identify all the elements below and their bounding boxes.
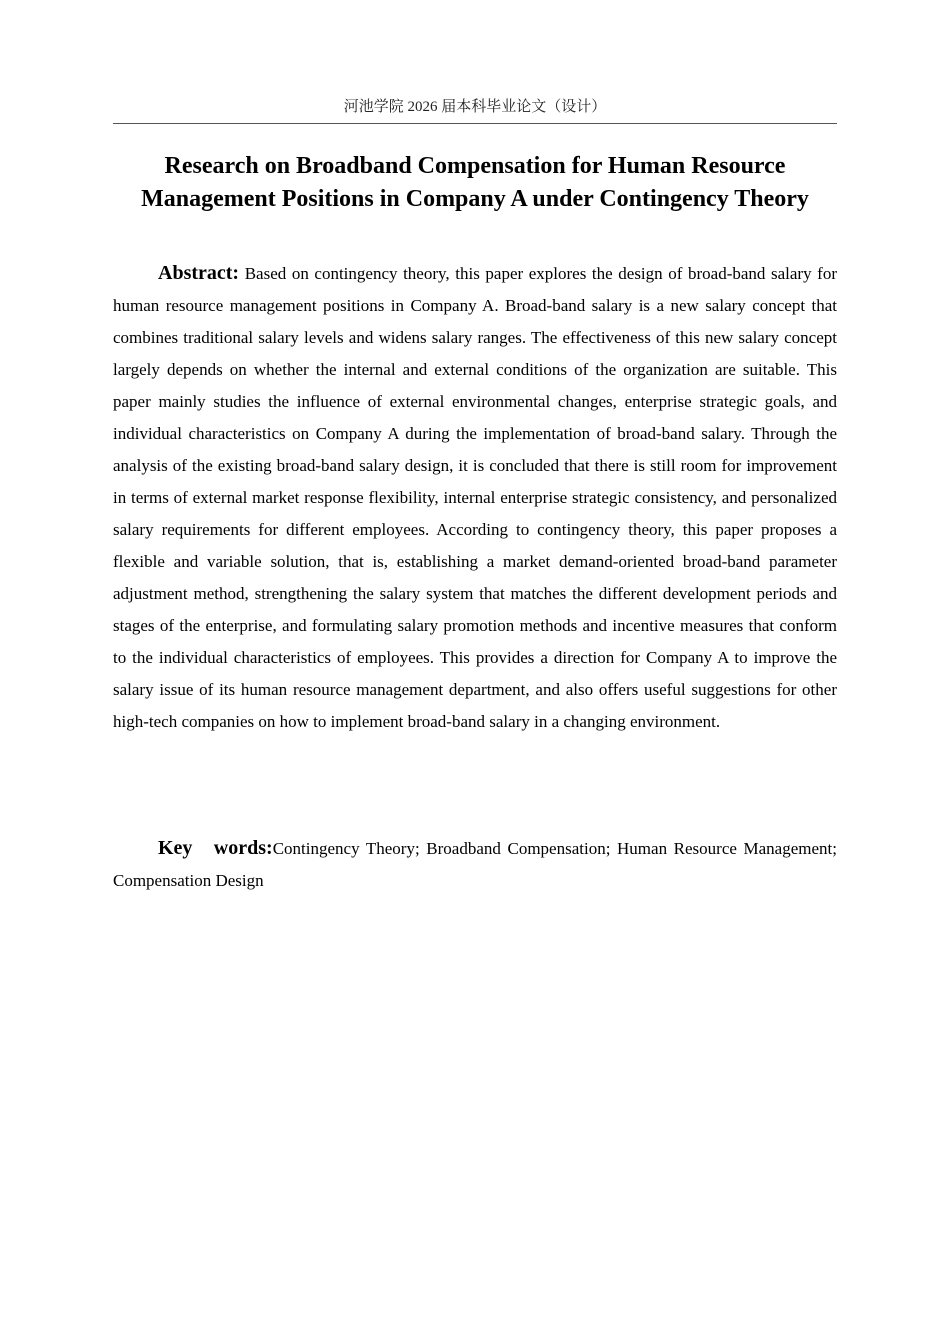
- keywords-text: Contingency Theory; Broadband Compensation; Human Resource Management; Compensation Design: [113, 839, 837, 890]
- abstract-paragraph: [113, 257, 837, 738]
- keywords-label: Key words:: [158, 837, 273, 859]
- running-header: 河池学院 2026 届本科毕业论文（设计）: [343, 99, 607, 115]
- keywords-paragraph: [113, 832, 837, 897]
- header-divider: [113, 123, 837, 124]
- paper-title-line-2: Management Positions in Company A under Contingency Theory: [141, 186, 809, 212]
- paper-title-line-1: Research on Broadband Compensation for Human Resource: [164, 153, 786, 179]
- abstract-text: Based on contingency theory, this paper explores the design of broad-band salary for human resource management positions in Company A. Broad-band salary is a new salary concept that combines traditional salary levels and widens salary ranges. The effectiveness of this new salary concept largely depends on whether the internal and external conditions of the organization are suitable. This paper mainly studies the influence of external environmental changes, enterprise strategic goals, and individual characteristics on Company A during the implementation of broad-band salary. Through the analysis of the existing broad-band salary design, it is concluded that there is still room for improvement in terms of external market response flexibility, internal enterprise strategic consistency, and personalized salary requirements for different employees. According to contingency theory, this paper proposes a flexible and variable solution, that is, establishing a market demand-oriented broad-band parameter adjustment method, strengthening the salary system that matches the different development periods and stages of the enterprise, and formulating salary promotion methods and incentive measures that conform to the individual characteristics of employees. This provides a direction for Company A to improve the salary issue of its human resource management department, and also offers useful suggestions for other high-tech companies on how to implement broad-band salary in a changing environment.: [113, 264, 838, 731]
- abstract-label: Abstract:: [158, 262, 240, 284]
- paper-title: [100, 150, 850, 216]
